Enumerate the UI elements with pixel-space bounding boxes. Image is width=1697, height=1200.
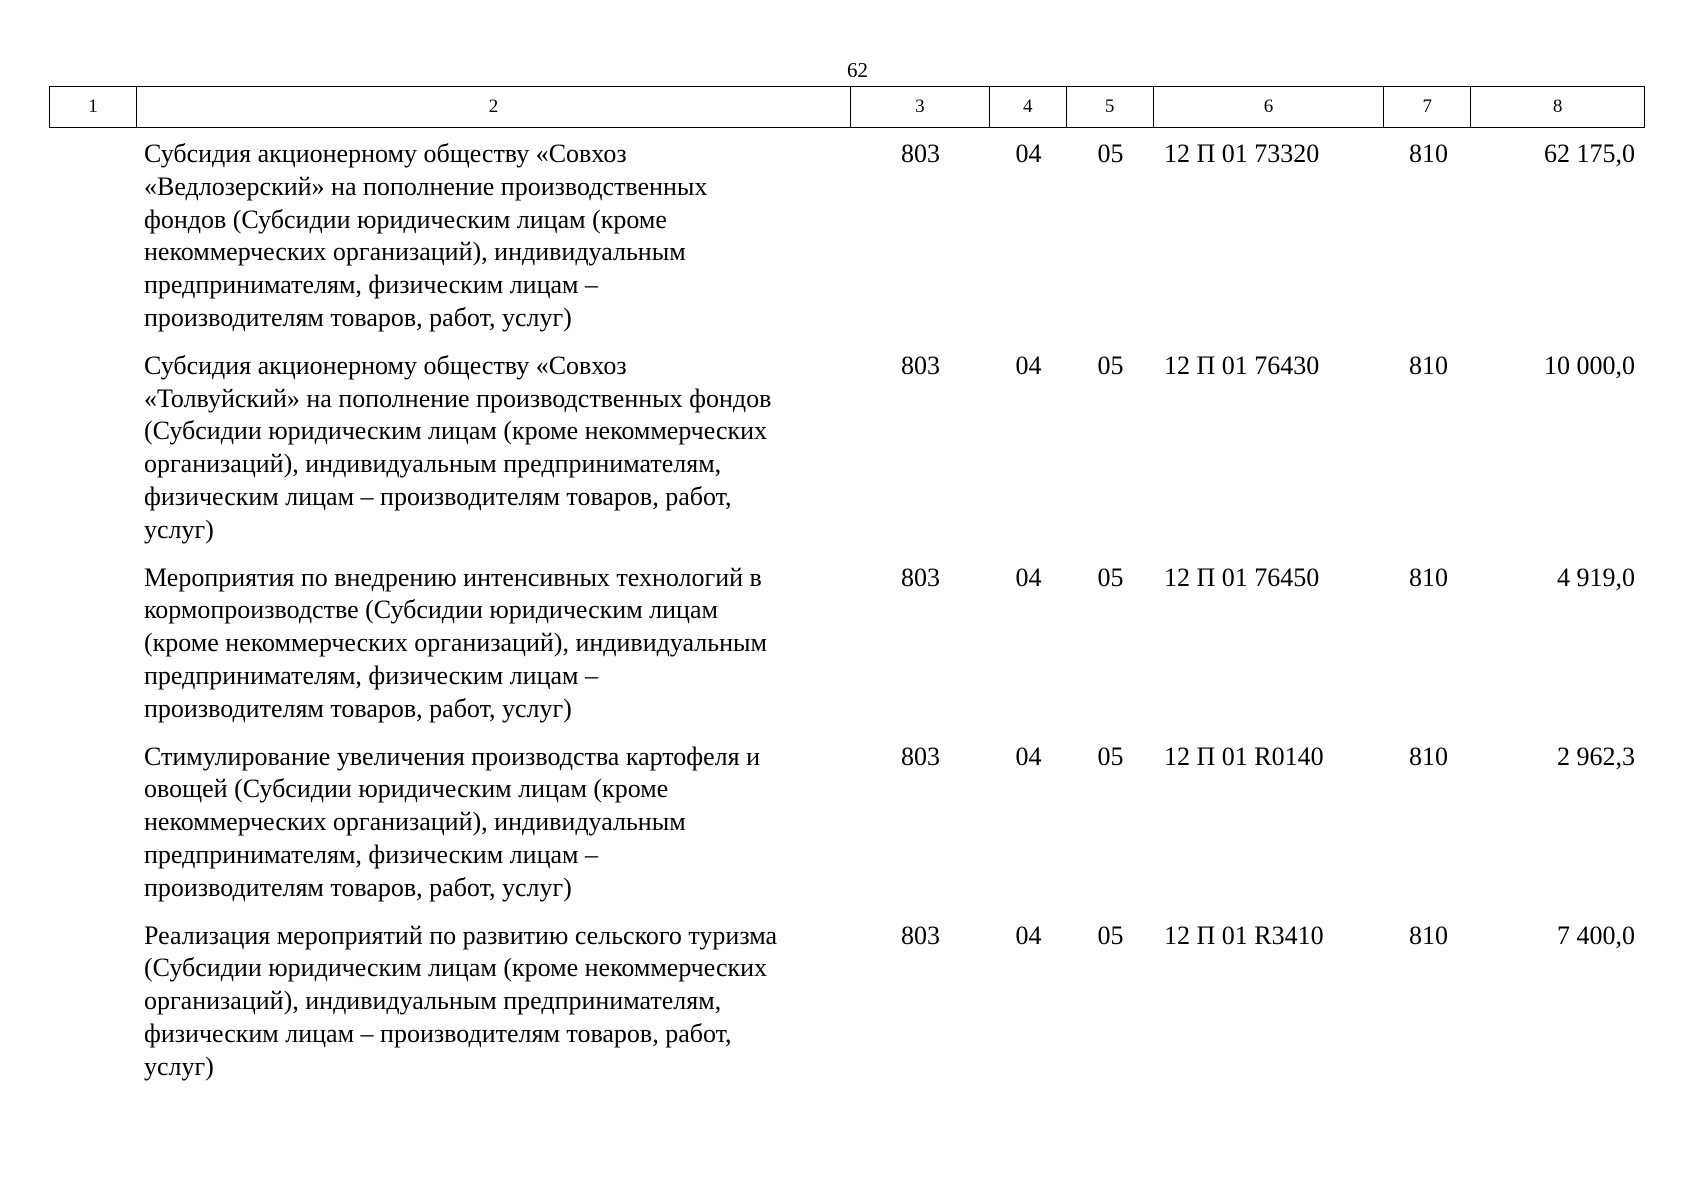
row-amount: 10 000,0 bbox=[1544, 350, 1635, 380]
row-col-4: 04 bbox=[1015, 350, 1042, 380]
row-description: Субсидия акционерному обществу «Совхоз «Толвуйский» на пополнение производственных фондов (Субсидии юридическим лицам (кроме некоммерческих организаций), индивидуальным предпринимателям, физическим лицам – производителям товаров, работ, услуг) bbox=[144, 350, 772, 544]
row-col-6: 12 П 01 R3410 bbox=[1164, 920, 1324, 950]
row-col-5: 05 bbox=[1097, 920, 1124, 950]
row-amount: 62 175,0 bbox=[1544, 139, 1635, 168]
row-col-3: 803 bbox=[901, 562, 940, 592]
row-amount: 2 962,3 bbox=[1557, 741, 1635, 771]
row-col-4: 04 bbox=[1015, 562, 1042, 592]
table-row bbox=[49, 562, 1645, 726]
row-col-7: 810 bbox=[1409, 562, 1448, 592]
row-col-6: 12 П 01 73320 bbox=[1164, 139, 1320, 168]
table-row bbox=[49, 350, 1645, 547]
row-col-3: 803 bbox=[901, 741, 940, 771]
page-number: 62 bbox=[847, 58, 868, 82]
row-col-3: 803 bbox=[901, 350, 940, 380]
row-col-5: 05 bbox=[1097, 741, 1124, 771]
row-col-4: 04 bbox=[1015, 741, 1042, 771]
row-col-6: 12 П 01 76450 bbox=[1164, 562, 1320, 592]
row-col-4: 04 bbox=[1015, 920, 1042, 950]
table-row bbox=[49, 920, 1645, 1084]
row-col-6: 12 П 01 76430 bbox=[1164, 350, 1320, 380]
header-col-2: 2 bbox=[137, 87, 851, 127]
row-col-4: 04 bbox=[1015, 139, 1042, 168]
row-description: Стимулирование увеличения производства картофеля и овощей (Субсидии юридическим лицам (кроме некоммерческих организаций), индивидуальным предпринимателям, физическим лицам – производителям товаров, работ, услуг) bbox=[144, 741, 761, 902]
row-col-5: 05 bbox=[1097, 562, 1124, 592]
header-col-1: 1 bbox=[50, 87, 137, 127]
row-col-3: 803 bbox=[901, 139, 940, 168]
row-col-7: 810 bbox=[1409, 741, 1448, 771]
row-col-7: 810 bbox=[1409, 350, 1448, 380]
row-amount: 7 400,0 bbox=[1557, 920, 1635, 950]
row-description: Реализация мероприятий по развитию сельского туризма (Субсидии юридическим лицам (кроме некоммерческих организаций), индивидуальным предпринимателям, физическим лицам – производителям товаров, работ, услуг) bbox=[144, 920, 778, 1081]
row-col-7: 810 bbox=[1409, 139, 1448, 168]
row-description: Мероприятия по внедрению интенсивных технологий в кормопроизводстве (Субсидии юридическим лицам (кроме некоммерческих организаций), индивидуальным предпринимателям, физическим лицам – производителям товаров, работ, услуг) bbox=[144, 562, 767, 723]
header-col-8: 8 bbox=[1552, 96, 1563, 117]
header-col-3: 3 bbox=[851, 87, 990, 127]
header-col-5: 5 bbox=[1067, 87, 1154, 127]
table-body bbox=[49, 138, 1645, 1084]
header-col-6: 6 bbox=[1154, 87, 1385, 127]
row-col-6: 12 П 01 R0140 bbox=[1164, 741, 1324, 771]
table-header-row bbox=[49, 86, 1645, 128]
row-col-7: 810 bbox=[1409, 920, 1448, 950]
table-row bbox=[49, 741, 1645, 905]
table-row bbox=[49, 138, 1645, 335]
header-col-7: 7 bbox=[1384, 87, 1471, 127]
row-description: Субсидия акционерному обществу «Совхоз «Ведлозерский» на пополнение производственных фондов (Субсидии юридическим лицам (кроме некоммерческих организаций), индивидуальным предпринимателям, физическим лицам – производителям товаров, работ, услуг) bbox=[144, 139, 708, 332]
header-col-4: 4 bbox=[990, 87, 1067, 127]
row-col-5: 05 bbox=[1097, 139, 1124, 168]
row-amount: 4 919,0 bbox=[1557, 562, 1635, 592]
row-col-5: 05 bbox=[1097, 350, 1124, 380]
row-col-3: 803 bbox=[901, 920, 940, 950]
